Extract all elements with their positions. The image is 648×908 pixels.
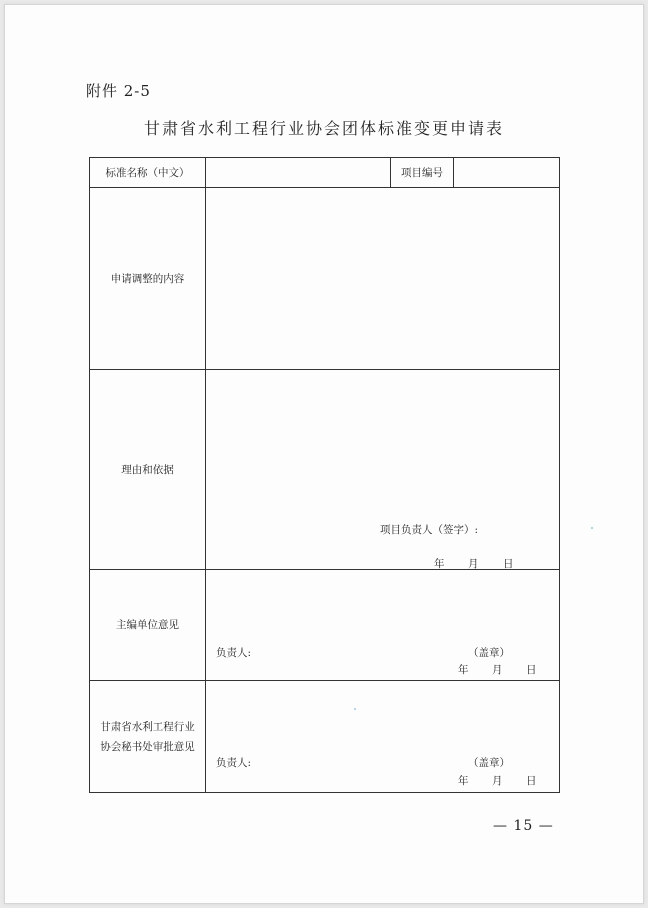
- change-request-form: [89, 157, 560, 793]
- date-month: 月: [492, 775, 503, 787]
- project-no-field[interactable]: [454, 158, 560, 188]
- row-standard-name: [90, 158, 560, 188]
- secretariat-label: [90, 681, 206, 793]
- date-year: 年: [434, 558, 445, 570]
- date-year: 年: [458, 775, 469, 787]
- form-title: 甘肃省水利工程行业协会团体标准变更申请表: [143, 119, 504, 138]
- row-editor-unit: [90, 570, 560, 681]
- reason-field[interactable]: [206, 370, 560, 570]
- date-year: 年: [458, 664, 469, 676]
- date-month: 月: [468, 558, 479, 570]
- standard-name-label: 标准名称（中文）: [90, 158, 206, 188]
- person-in-charge-label: 负责人:: [216, 757, 252, 769]
- date-day: 日: [526, 775, 537, 787]
- seal-label: （盖章）: [468, 647, 510, 659]
- row-adjust-content: [90, 188, 560, 370]
- person-in-charge-label: 负责人:: [216, 647, 252, 659]
- row-secretariat: [90, 681, 560, 793]
- seal-label: （盖章）: [468, 757, 510, 769]
- date-month: 月: [492, 664, 503, 676]
- scan-speck: [591, 527, 593, 529]
- page-number: — 15 —: [493, 818, 554, 834]
- adjust-content-label: 申请调整的内容: [90, 188, 206, 370]
- project-leader-sign-label: 项目负责人（签字）:: [380, 524, 479, 536]
- secretariat-field[interactable]: [206, 681, 560, 793]
- reason-label: 理由和依据: [90, 370, 206, 570]
- secretariat-label-line2: 协会秘书处审批意见: [100, 740, 195, 753]
- date-day: 日: [526, 664, 537, 676]
- secretariat-label-line1: 甘肃省水利工程行业: [100, 720, 195, 733]
- editor-unit-label: 主编单位意见: [90, 570, 206, 681]
- adjust-content-field[interactable]: [206, 188, 560, 370]
- date-day: 日: [503, 558, 514, 570]
- project-no-label: 项目编号: [391, 158, 454, 188]
- annex-label: 附件 2-5: [86, 82, 151, 100]
- scan-speck: [354, 708, 356, 710]
- standard-name-field[interactable]: [206, 158, 391, 188]
- editor-unit-field[interactable]: [206, 570, 560, 681]
- row-reason: [90, 370, 560, 570]
